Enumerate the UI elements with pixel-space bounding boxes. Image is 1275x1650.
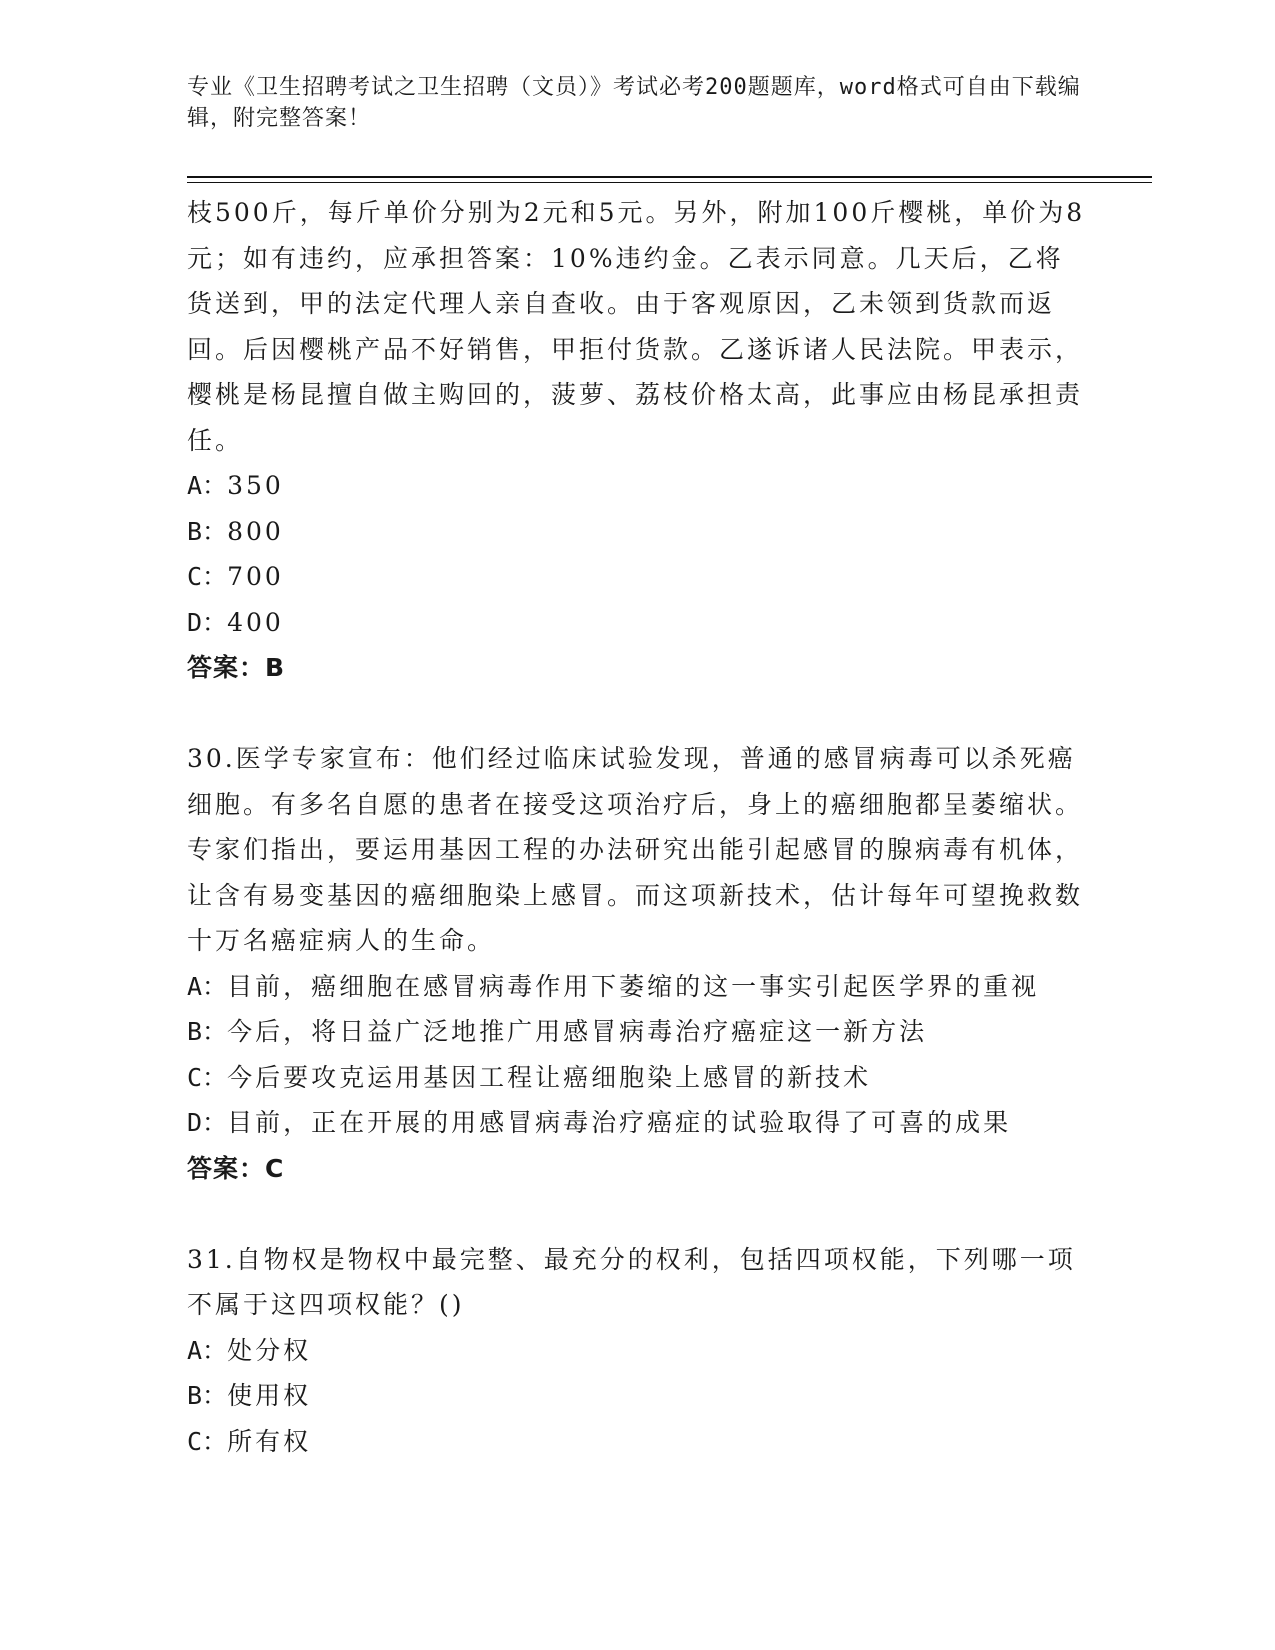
option-text: 处分权 [227,1335,312,1365]
answer-line: 答案：B [187,653,286,682]
option-key: B： [187,516,228,546]
question-block [187,190,1087,691]
option-key: B： [187,1381,228,1410]
option-b [187,1009,1087,1055]
question-stem: 枝500斤，每斤单价分别为2元和5元。另外，附加100斤樱桃，单价为8元；如有违约，应承担答案：10%违约金。乙表示同意。几天后，乙将货送到，甲的法定代理人亲自查收。由于客观原因，乙未领到货款而返回。后因樱桃产品不好销售，甲拒付货款。乙遂诉诸人民法院。甲表示，樱桃是杨昆擅自做主购回的，菠萝、荔枝价格太高，此事应由杨昆承担责任。 [187,198,1086,455]
option-c [187,1419,1087,1465]
option-d [187,1100,1087,1146]
option-text: 今后要攻克运用基因工程让癌细胞染上感冒的新技术 [227,1062,872,1092]
option-a [187,964,1087,1010]
option-text: 所有权 [227,1426,312,1456]
document-header: 专业《卫生招聘考试之卫生招聘（文员）》考试必考200题题库，word格式可自由下载编辑，附完整答案！ [187,75,1081,131]
option-key: D： [187,607,228,637]
option-text: 使用权 [227,1381,312,1410]
option-text: 今后，将日益广泛地推广用感冒病毒治疗癌症这一新方法 [227,1017,928,1046]
option-key: B： [187,1017,228,1046]
option-b [187,1373,1087,1419]
option-text: 800 [227,516,284,546]
option-a [187,463,1087,509]
question-block [187,1237,1087,1465]
option-b [187,509,1087,555]
option-text: 400 [227,607,284,637]
option-text: 目前，正在开展的用感冒病毒治疗癌症的试验取得了可喜的成果 [227,1108,1012,1137]
header-divider-thick [187,176,1152,178]
option-d [187,600,1087,646]
option-text: 350 [227,471,284,500]
option-key: A： [187,1335,228,1365]
question-list [187,190,1087,1464]
option-key: C： [187,562,228,591]
spacer [187,1191,1087,1237]
header-divider-thin [187,182,1152,183]
option-c [187,1055,1087,1101]
question-stem: 31.自物权是物权中最完整、最充分的权利，包括四项权能，下列哪一项不属于这四项权能？() [187,1244,1076,1319]
answer-line: 答案：C [187,1153,285,1183]
question-stem: 30.医学专家宣布：他们经过临床试验发现，普通的感冒病毒可以杀死癌细胞。有多名自愿的患者在接受这项治疗后，身上的癌细胞都呈萎缩状。专家们指出，要运用基因工程的办法研究出能引起感冒的腺病毒有机体，让含有易变基因的癌细胞染上感冒。而这项新技术，估计每年可望挽救数十万名癌症病人的生命。 [187,744,1084,955]
question-block [187,736,1087,1191]
option-a [187,1328,1087,1374]
option-text: 700 [227,562,284,591]
spacer [187,691,1087,737]
option-key: C： [187,1426,228,1456]
option-key: A： [187,971,228,1001]
option-key: D： [187,1108,228,1137]
option-key: A： [187,471,228,500]
option-c [187,554,1087,600]
option-key: C： [187,1062,228,1092]
option-text: 目前，癌细胞在感冒病毒作用下萎缩的这一事实引起医学界的重视 [227,971,1040,1001]
